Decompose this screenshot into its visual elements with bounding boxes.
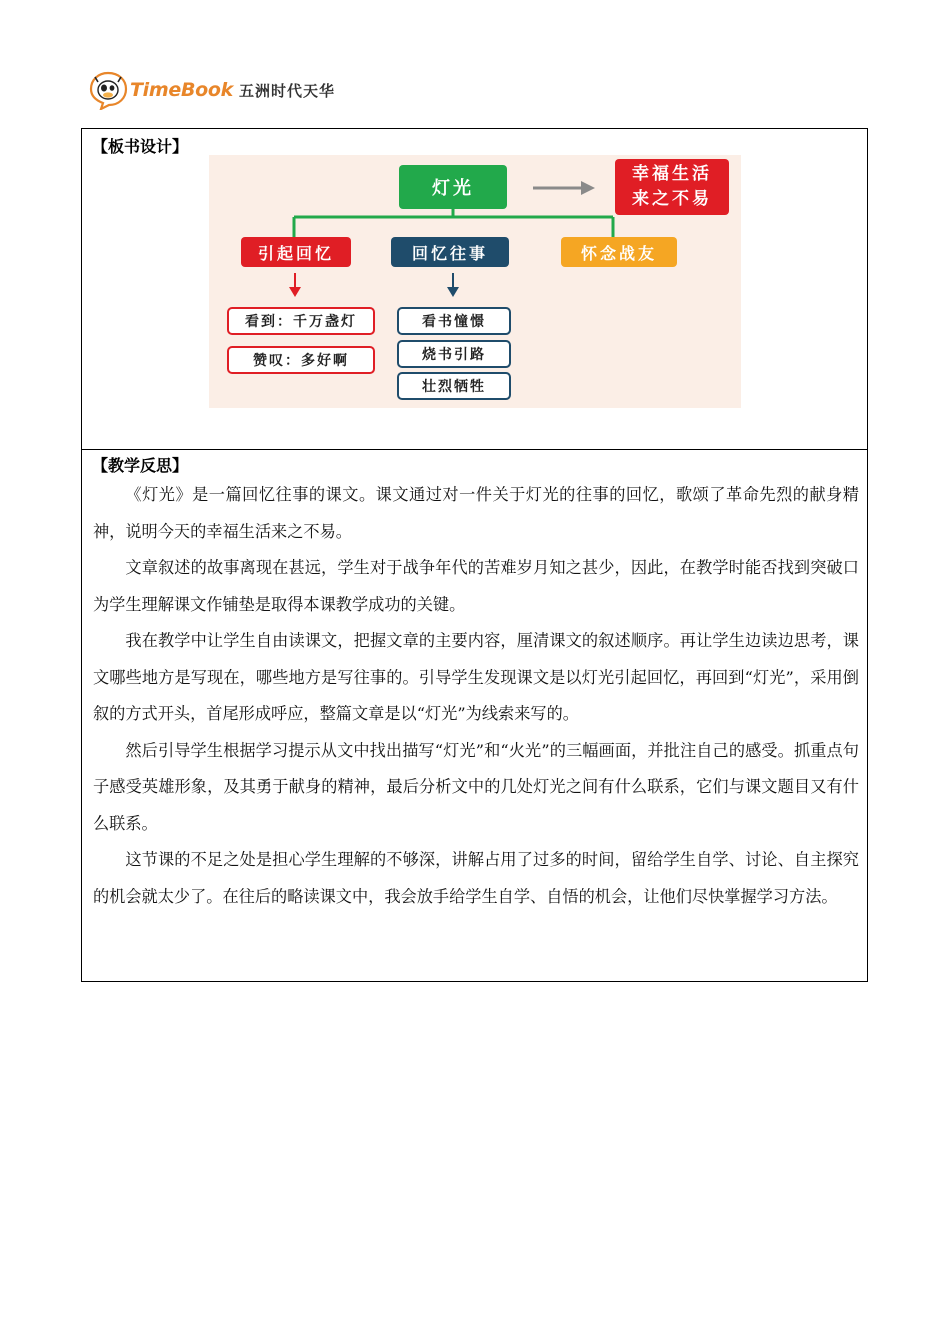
diagram-result-node <box>615 159 729 215</box>
reflection-paragraph: 文章叙述的故事离现在甚远，学生对于战争年代的苦难岁月知之甚少，因此，在教学时能否找到突破口为学生理解课文作铺垫是取得本课教学成功的关键。 <box>93 558 859 614</box>
arrow-down-icon <box>287 273 303 299</box>
reflection-paragraph: 我在教学中让学生自由读课文，把握文章的主要内容，厘清课文的叙述顺序。再让学生边读边思考，课文哪些地方是写现在，哪些地方是写往事的。引导学生发现课文是以灯光引起回忆，再回到“灯光”，采用倒叙的方式开头，首尾形成呼应，整篇文章是以“灯光”为线索来写的。 <box>93 631 859 723</box>
result-line-2: 来之不易 <box>632 189 712 209</box>
board-diagram <box>209 155 741 408</box>
brand-logo <box>88 70 335 110</box>
reflection-body <box>93 477 859 915</box>
branch-connector <box>289 209 619 239</box>
past-item-sacrifice: 壮烈牺牲 <box>397 372 511 400</box>
recall-item-see-lights: 看到：千万盏灯 <box>227 307 375 335</box>
arrow-down-icon <box>445 273 461 299</box>
board-design-title: 【板书设计】 <box>92 137 189 156</box>
reflection-paragraph: 《灯光》是一篇回忆往事的课文。课文通过对一件关于灯光的往事的回忆，歌颂了革命先烈的献身精神，说明今天的幸福生活来之不易。 <box>93 485 859 541</box>
arrow-right-icon <box>531 177 599 199</box>
past-item-burning-book: 烧书引路 <box>397 340 511 368</box>
past-item-reading: 看书憧憬 <box>397 307 511 335</box>
brand-name-cn: 五洲时代天华 <box>238 81 335 100</box>
reflection-paragraph: 然后引导学生根据学习提示从文中找出描写“灯光”和“火光”的三幅画面，并批注自己的感受。抓重点句子感受英雄形象，及其勇于献身的精神，最后分析文中的几处灯光之间有什么联系，它们与课文题目又有什么联系。 <box>93 740 859 833</box>
result-line-1: 幸福生活 <box>632 164 712 184</box>
reflection-title: 【教学反思】 <box>92 456 189 475</box>
branch-miss-comrade: 怀念战友 <box>561 237 677 267</box>
brand-name-en: TimeBook <box>130 79 233 101</box>
reflection-paragraph: 这节课的不足之处是担心学生理解的不够深，讲解占用了过多的时间，留给学生自学、讨论、自主探究的机会就太少了。在往后的略读课文中，我会放手给学生自学、自悟的机会，让他们尽快掌握学习方法。 <box>93 850 859 906</box>
recall-item-exclaim: 赞叹：多好啊 <box>227 346 375 374</box>
table-divider <box>82 449 867 450</box>
lesson-table <box>81 128 868 982</box>
diagram-main-node: 灯光 <box>399 165 507 209</box>
branch-recall-trigger: 引起回忆 <box>241 237 351 267</box>
branch-past-events: 回忆往事 <box>391 237 509 267</box>
cow-mascot-icon <box>88 70 128 110</box>
